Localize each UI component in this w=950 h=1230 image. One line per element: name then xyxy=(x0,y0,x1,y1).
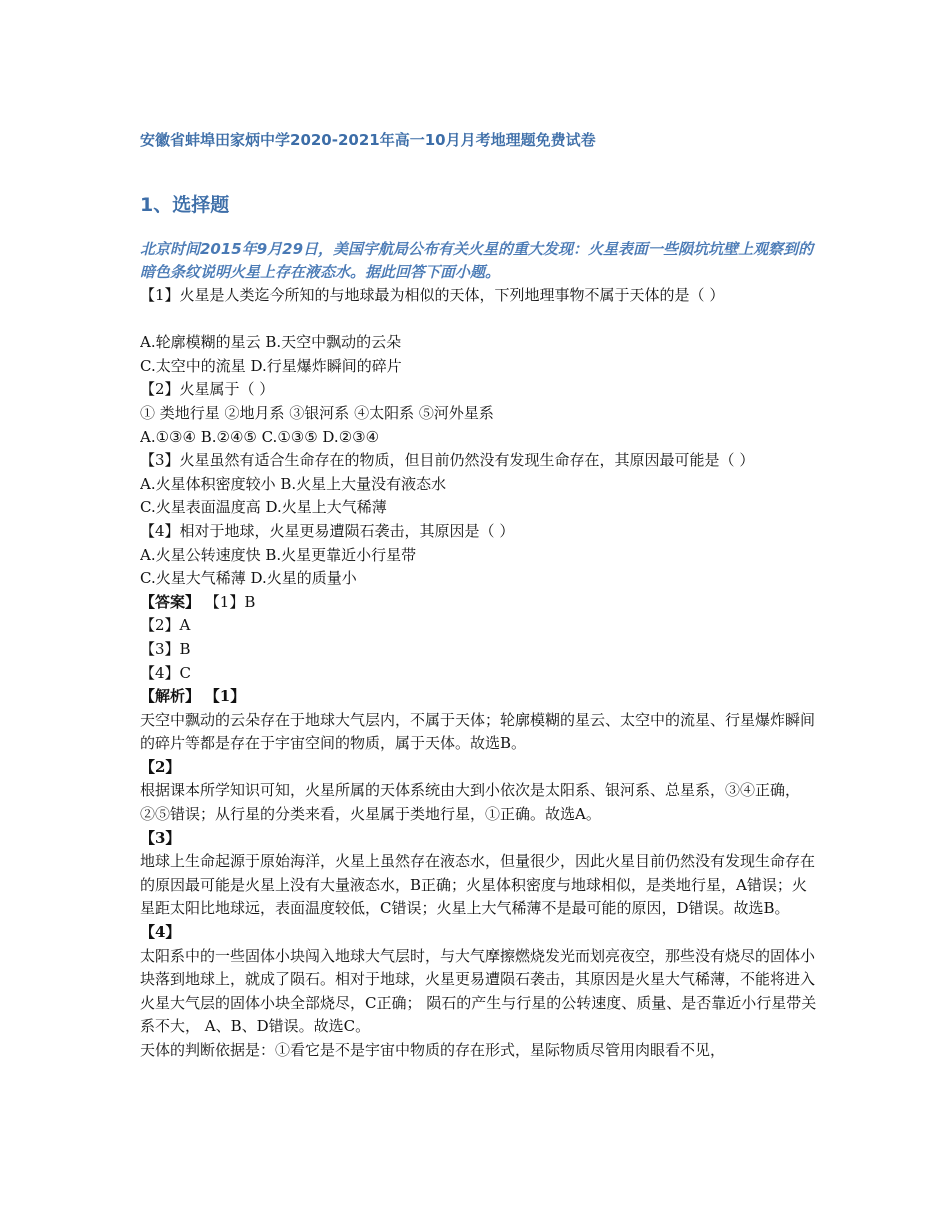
q3-prompt: 【3】火星虽然有适合生命存在的物质，但目前仍然没有发现生命存在，其原因最可能是（ ） xyxy=(140,451,755,470)
analysis-heading-1: 【1】 xyxy=(204,687,246,706)
answer-3: 【3】B xyxy=(140,639,191,658)
question-body xyxy=(140,284,820,1063)
answer-label: 【答案】 xyxy=(140,592,201,611)
analysis-paragraph-3: 地球上生命起源于原始海洋，火星上虽然存在液态水，但量很少，因此火星目前仍然没有发现生命存在的原因最可能是火星上没有大量液态水，B正确；火星体积密度与地球相似，是类地行星，A错误；火星距太阳比地球远，表面温度较低，C错误；火星上大气稀薄不是最可能的原因，D错误。故选B。 xyxy=(140,852,816,918)
answer-1: 【1】B xyxy=(204,592,256,611)
blank-line xyxy=(140,308,820,332)
analysis-paragraph-1: 天空中飘动的云朵存在于地球大气层内，不属于天体；轮廓模糊的星云、太空中的流星、行星爆炸瞬间的碎片等都是存在于宇宙空间的物质，属于天体。故选B。 xyxy=(140,710,816,753)
q4-prompt: 【4】相对于地球，火星更易遭陨石袭击，其原因是（ ） xyxy=(140,521,515,540)
answer-row xyxy=(140,591,820,615)
q1-options-line1: A.轮廓模糊的星云 B.天空中飘动的云朵 xyxy=(140,333,402,352)
q3-options-line2: C.火星表面温度高 D.火星上大气稀薄 xyxy=(140,498,387,517)
document-title: 安徽省蚌埠田家炳中学2020-2021年高一10月月考地理题免费试卷 xyxy=(140,131,596,149)
q4-options-line2: C.火星大气稀薄 D.火星的质量小 xyxy=(140,569,357,588)
q4-options-line1: A.火星公转速度快 B.火星更靠近小行星带 xyxy=(140,545,417,564)
analysis-heading-2: 【2】 xyxy=(140,757,181,776)
analysis-heading-4: 【4】 xyxy=(140,923,181,942)
answer-2: 【2】A xyxy=(140,616,191,635)
answer-4: 【4】C xyxy=(140,663,192,682)
q2-items: ① 类地行星 ②地月系 ③银河系 ④太阳系 ⑤河外星系 xyxy=(140,403,494,422)
q2-prompt: 【2】火星属于（ ） xyxy=(140,380,275,399)
analysis-paragraph-2: 根据课本所学知识可知，火星所属的天体系统由大到小依次是太阳系、银河系、总星系，③④正确，②⑤错误；从行星的分类来看，火星属于类地行星，①正确。故选A。 xyxy=(140,781,801,824)
analysis-heading-3: 【3】 xyxy=(140,828,181,847)
question-stem: 北京时间2015年9月29日，美国宇航局公布有关火星的重大发现：火星表面一些陨坑坑壁上观察到的暗色条纹说明火星上存在液态水。据此回答下面小题。 xyxy=(140,240,814,281)
analysis-label: 【解析】 xyxy=(140,687,201,706)
analysis-paragraph-5: 天体的判断依据是：①看它是不是宇宙中物质的存在形式，星际物质尽管用肉眼看不见， xyxy=(140,1041,726,1059)
analysis-paragraph-4: 太阳系中的一些固体小块闯入地球大气层时，与大气摩擦燃烧发光而划亮夜空，那些没有烧尽的固体小块落到地球上，就成了陨石。相对于地球，火星更易遭陨石袭击，其原因是火星大气稀薄，不能将进入火星大气层的固体小块全部烧尽，C正确； 陨石的产生与行星的公转速度、质量、是否靠近小行星带关系不大， A、B、D错误。故选C。 xyxy=(140,946,817,1036)
q3-options-line1: A.火星体积密度较小 B.火星上大量没有液态水 xyxy=(140,474,447,493)
section-heading: 1、选择题 xyxy=(140,194,230,216)
q2-options: A.①③④ B.②④⑤ C.①③⑤ D.②③④ xyxy=(140,427,380,446)
analysis-row xyxy=(140,685,820,709)
q1-prompt: 【1】火星是人类迄今所知的与地球最为相似的天体，下列地理事物不属于天体的是（ ） xyxy=(140,286,725,304)
q1-options-line2: C.太空中的流星 D.行星爆炸瞬间的碎片 xyxy=(140,356,402,375)
